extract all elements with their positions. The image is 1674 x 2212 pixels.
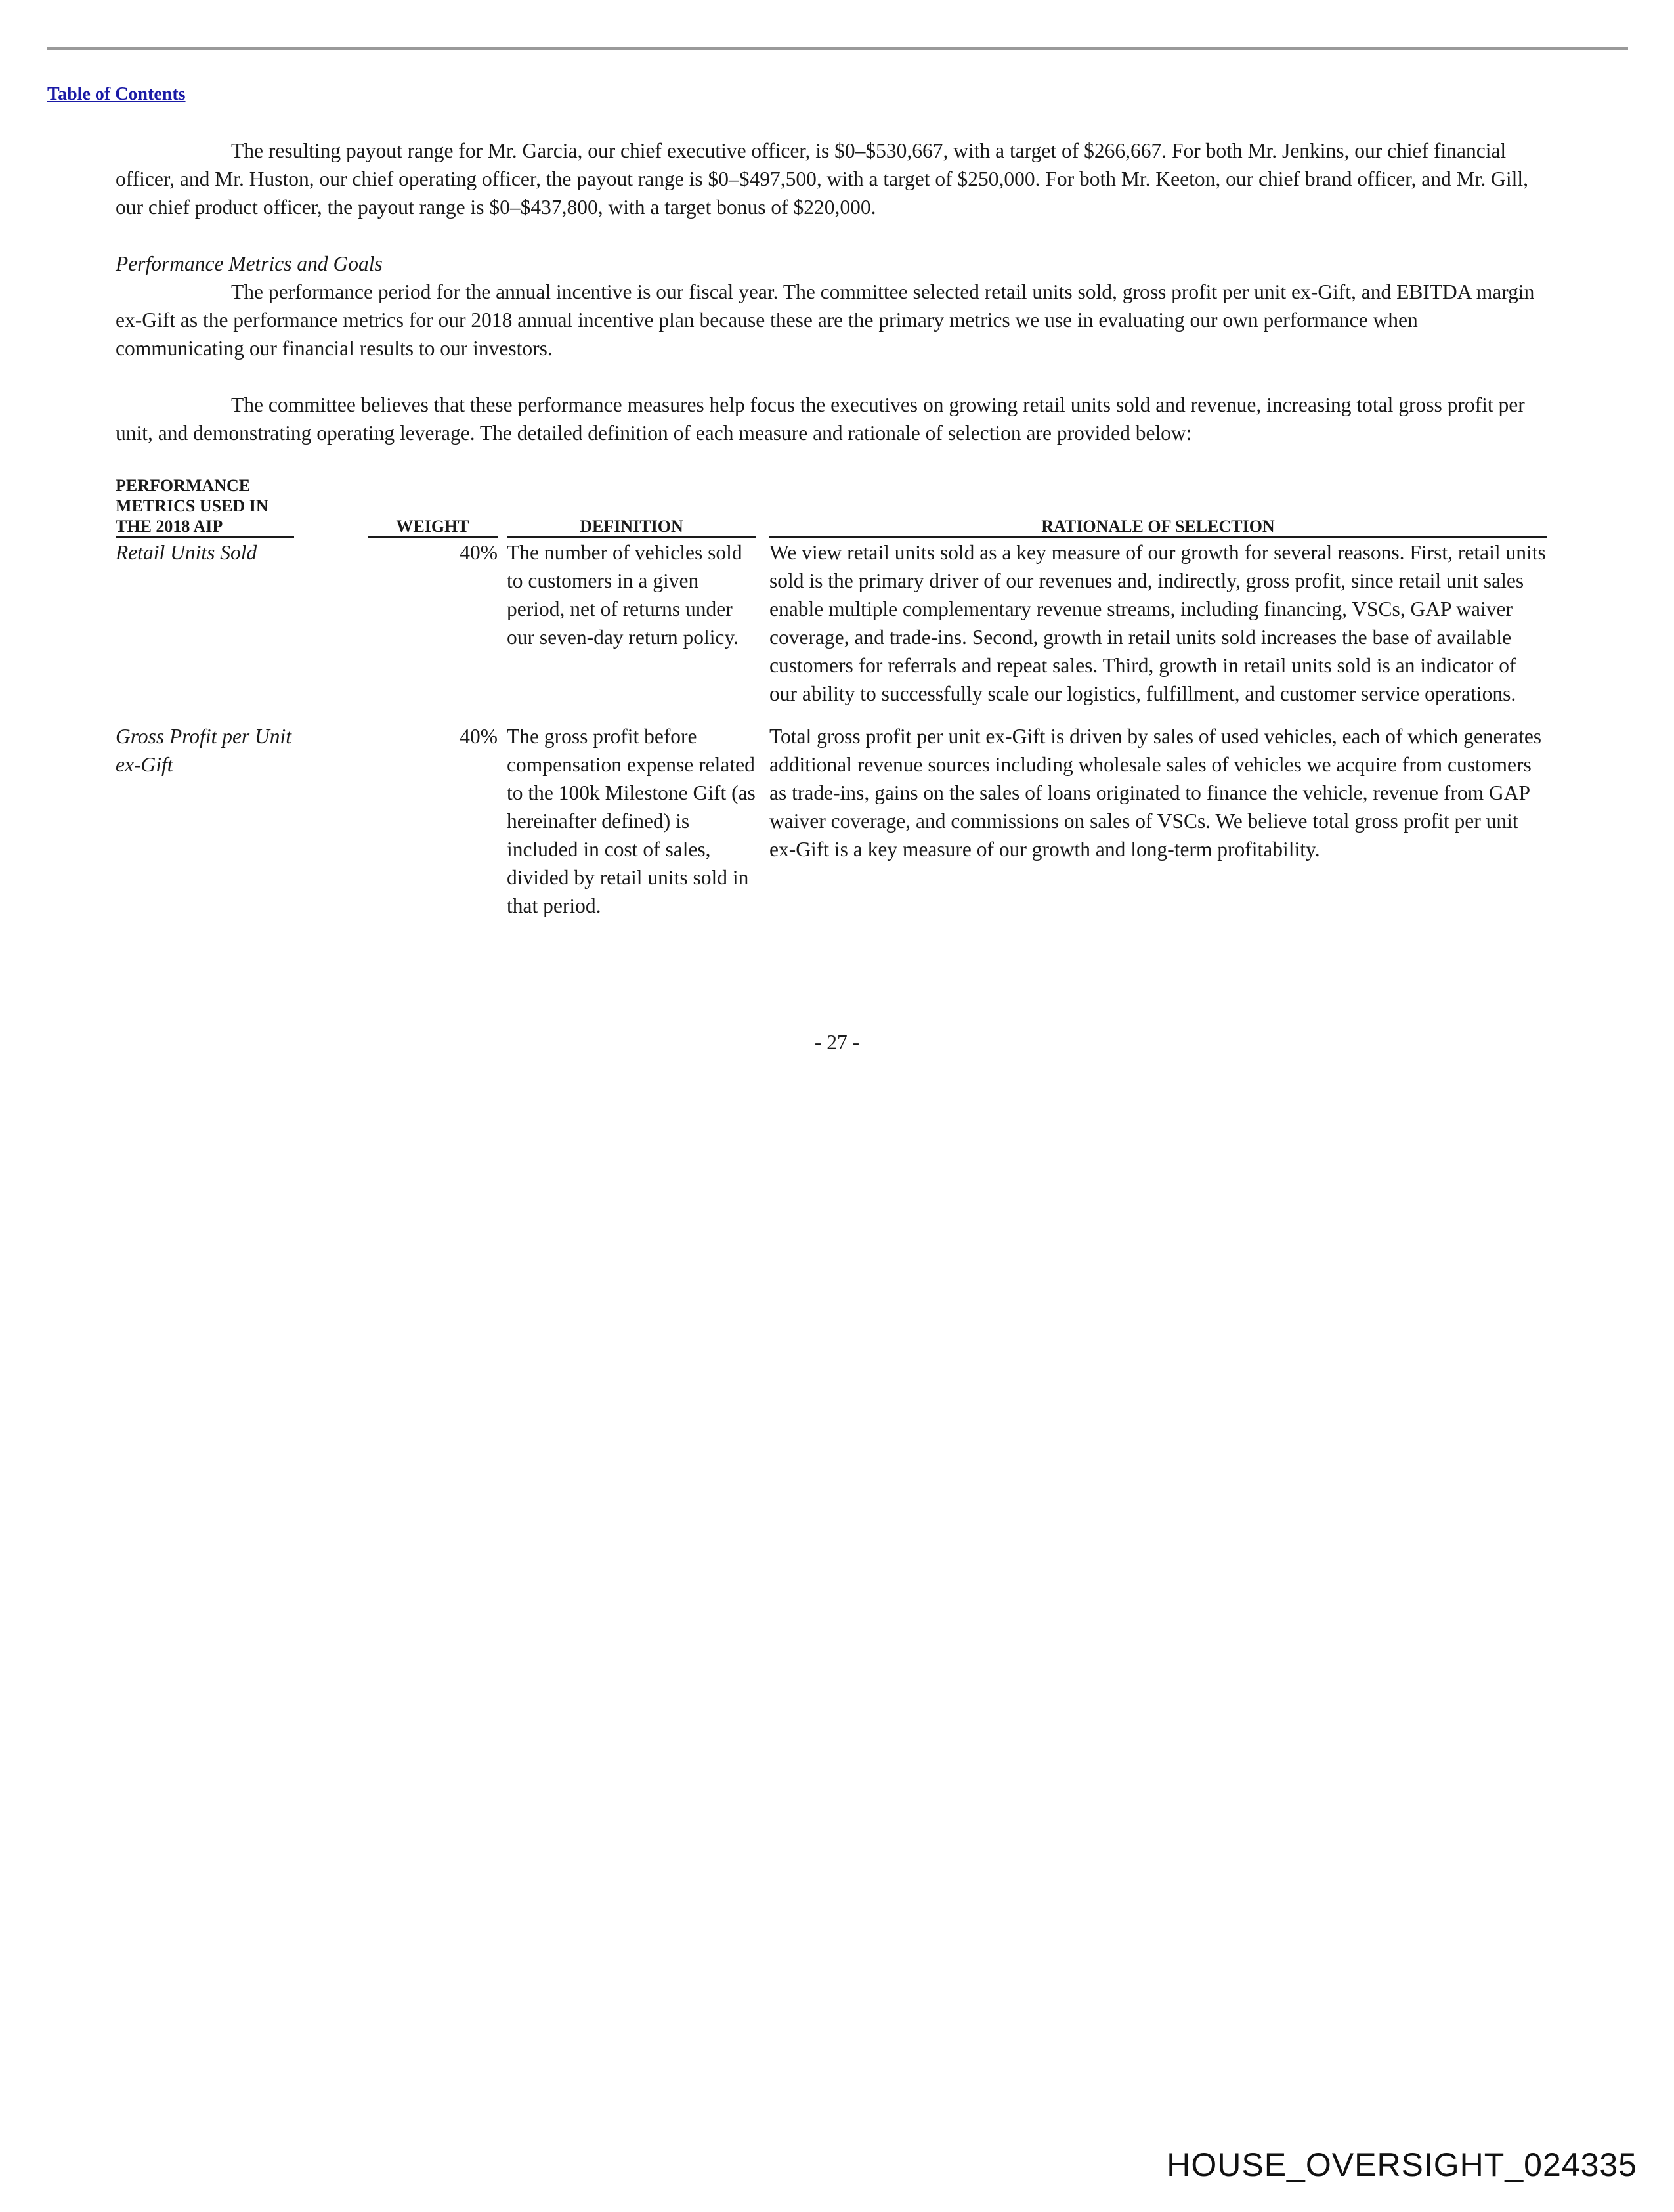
metric-name: Gross Profit per Unit ex-Gift xyxy=(116,725,292,776)
header-weight: WEIGHT xyxy=(368,475,498,538)
table-row xyxy=(116,538,1547,708)
table-row xyxy=(116,722,1547,920)
metric-definition: The gross profit before compensation expense related to the 100k Milestone Gift (as hereinafter defined) is included in cost of sales, divided by retail units sold in that period. xyxy=(507,725,756,917)
metric-rationale: We view retail units sold as a key measure of our growth for several reasons. First, retail units sold is the primary driver of our revenues and, indirectly, gross profit, since retail unit sales enable multiple complementary revenue streams, including financing, VSCs, GAP waiver coverage, and trade-ins. Second, growth in retail units sold increases the base of available customers for referrals and repeat sales. Third, growth in retail units sold is an indicator of our ability to successfully scale our logistics, fulfillment, and customer service operations. xyxy=(769,541,1546,705)
performance-metrics-table xyxy=(116,475,1547,920)
payout-paragraph: The resulting payout range for Mr. Garcia, our chief executive officer, is $0–$530,667, with a target of $266,667. For both Mr. Jenkins, our chief financial officer, and Mr. Huston, our chief operating officer, the payout range is $0–$497,500, with a target of $250,000. For both Mr. Keeton, our chief brand officer, and Mr. Gill, our chief product officer, the payout range is $0–$437,800, with a target bonus of $220,000. xyxy=(116,139,1529,219)
metric-weight: 40% xyxy=(460,541,498,564)
section-heading: Performance Metrics and Goals xyxy=(116,252,383,275)
table-header-row xyxy=(116,475,1547,538)
table-of-contents-link[interactable]: Table of Contents xyxy=(47,84,186,104)
header-metric: PERFORMANCE METRICS USED IN THE 2018 AIP xyxy=(116,475,294,538)
metric-definition: The number of vehicles sold to customers in a given period, net of returns under our seven-day return policy. xyxy=(507,541,742,649)
top-rule xyxy=(47,47,1628,50)
metric-rationale: Total gross profit per unit ex-Gift is driven by sales of used vehicles, each of which generates additional revenue sources including wholesale sales of vehicles we acquire from customers as trade-ins, gains on the sales of loans originated to finance the vehicle, revenue from GAP waiver coverage, and commissions on sales of VSCs. We believe total gross profit per unit ex-Gift is a key measure of our growth and long-term profitability. xyxy=(769,725,1542,861)
metric-weight: 40% xyxy=(460,725,498,748)
performance-period-paragraph: The performance period for the annual incentive is our fiscal year. The committee selected retail units sold, gross profit per unit ex-Gift, and EBITDA margin ex-Gift as the performance metrics for our 2018 annual incentive plan because these are the primary metrics we use in evaluating our own performance when communicating our financial results to our investors. xyxy=(116,280,1535,360)
page-number: - 27 - xyxy=(814,1031,860,1054)
metric-name: Retail Units Sold xyxy=(116,541,257,564)
document-body xyxy=(116,137,1547,920)
committee-belief-paragraph: The committee believes that these performance measures help focus the executives on growing retail units sold and revenue, increasing total gross profit per unit, and demonstrating operating leverage. The detailed definition of each measure and rationale of selection are provided below: xyxy=(116,393,1525,445)
bates-stamp: HOUSE_OVERSIGHT_024335 xyxy=(1167,2146,1637,2183)
header-definition: DEFINITION xyxy=(507,475,756,538)
header-rationale: RATIONALE OF SELECTION xyxy=(769,475,1547,538)
